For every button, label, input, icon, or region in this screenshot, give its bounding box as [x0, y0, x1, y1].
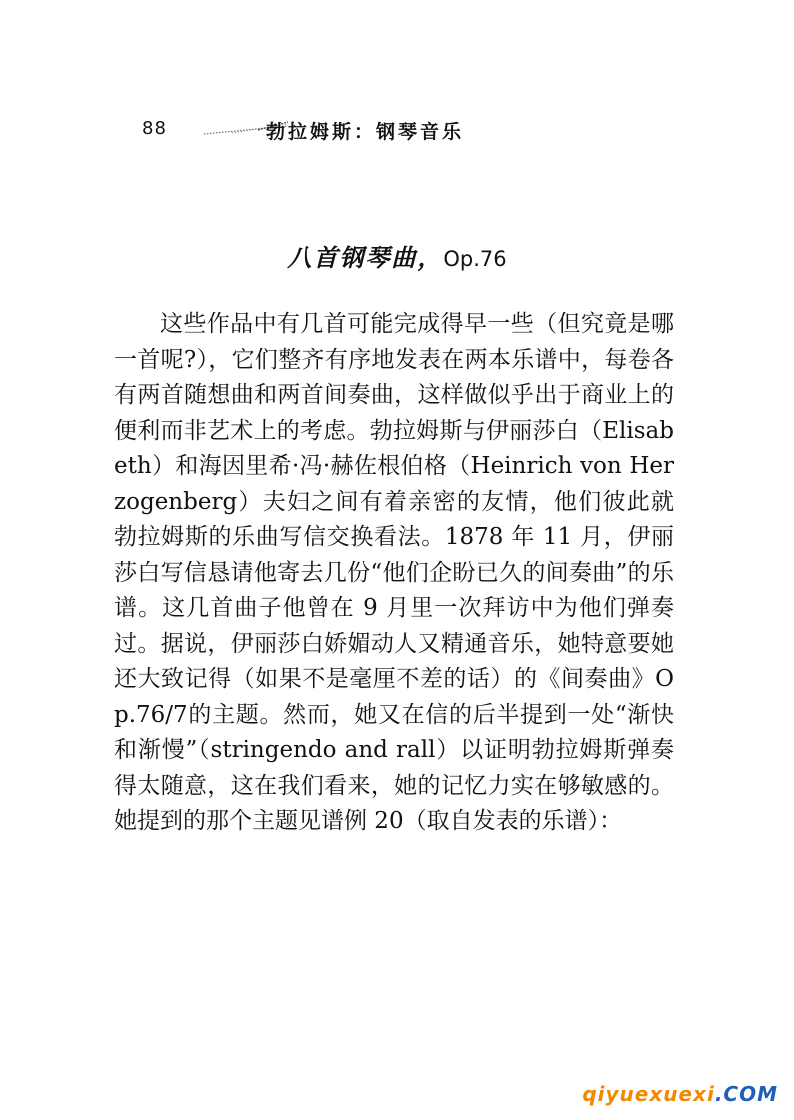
watermark: [582, 1082, 778, 1106]
watermark-name: qiyuexuexi: [582, 1082, 715, 1106]
running-head: [130, 116, 690, 144]
section-title-text: 八首钢琴曲，: [287, 243, 444, 272]
book-title: 勃拉姆斯：钢琴音乐: [266, 121, 465, 143]
page-number: 88: [142, 118, 167, 139]
section-opus: Op.76: [443, 247, 507, 271]
watermark-domain: .COM: [714, 1082, 778, 1106]
section-title: [0, 238, 794, 273]
body-paragraph: 这些作品中有几首可能完成得早一些（但究竟是哪一首呢?），它们整齐有序地发表在两本乐谱中，每卷各有两首随想曲和两首间奏曲，这样做似乎出于商业上的便利而非艺术上的考虑。勃拉姆斯与伊丽莎白（Elisabeth）和海因里希·冯·赫佐根伯格（Heinrich von Herzogenberg）夫妇之间有着亲密的友情，他们彼此就勃拉姆斯的乐曲写信交换看法。1878 年 11 月，伊丽莎白写信恳请他寄去几份“他们企盼已久的间奏曲”的乐谱。这几首曲子他曾在 9 月里一次拜访中为他们弹奏过。据说，伊丽莎白娇媚动人又精通音乐，她特意要她还大致记得（如果不是毫厘不差的话）的《间奏曲》Op.76/7的主题。然而，她又在信的后半提到一处“渐快和渐慢”（stringendo and rall）以证明勃拉姆斯弹奏得太随意，这在我们看来，她的记忆力实在够敏感的。她提到的那个主题见谱例 20（取自发表的乐谱）：: [114, 311, 674, 834]
